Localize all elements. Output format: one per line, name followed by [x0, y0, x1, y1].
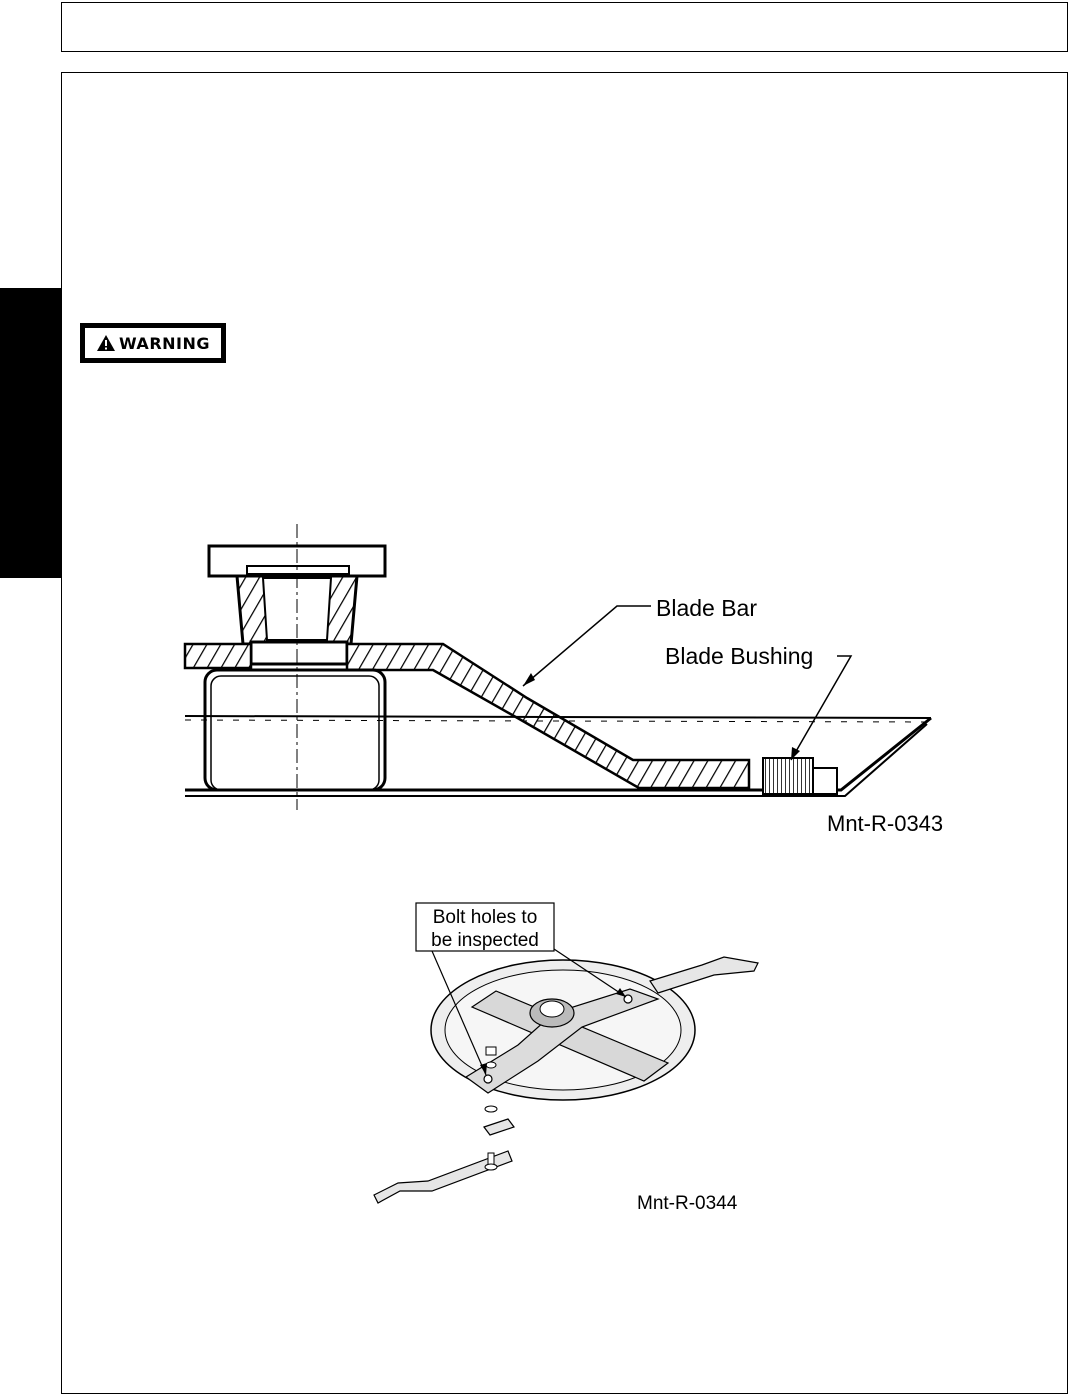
figure-ref: Mnt-R-0344 [637, 1193, 738, 1214]
right-blade [650, 957, 758, 993]
page-header-box [61, 2, 1068, 52]
warning-text: WARNING [119, 333, 210, 353]
blade-bar-leader [523, 606, 651, 686]
blade-bushing-leader [791, 656, 851, 760]
section-tab [0, 288, 61, 578]
warning-triangle-icon [96, 334, 116, 352]
blade-bar-callout: Blade Bar [656, 595, 758, 621]
blade-bar [185, 644, 251, 668]
spindle-frame [205, 670, 385, 790]
blade-bushing [763, 758, 813, 794]
blade-bar-cross-section-figure [181, 520, 971, 840]
blade-holder-exploded-figure [368, 895, 768, 1220]
figure-ref: Mnt-R-0343 [827, 811, 944, 836]
warning-label [80, 323, 226, 363]
blade-bushing-callout: Blade Bushing [665, 643, 814, 669]
callout-line-2: be inspected [431, 930, 539, 951]
callout-line-1: Bolt holes to [432, 907, 538, 928]
bolt-hole [484, 1075, 492, 1083]
nut [486, 1047, 496, 1055]
